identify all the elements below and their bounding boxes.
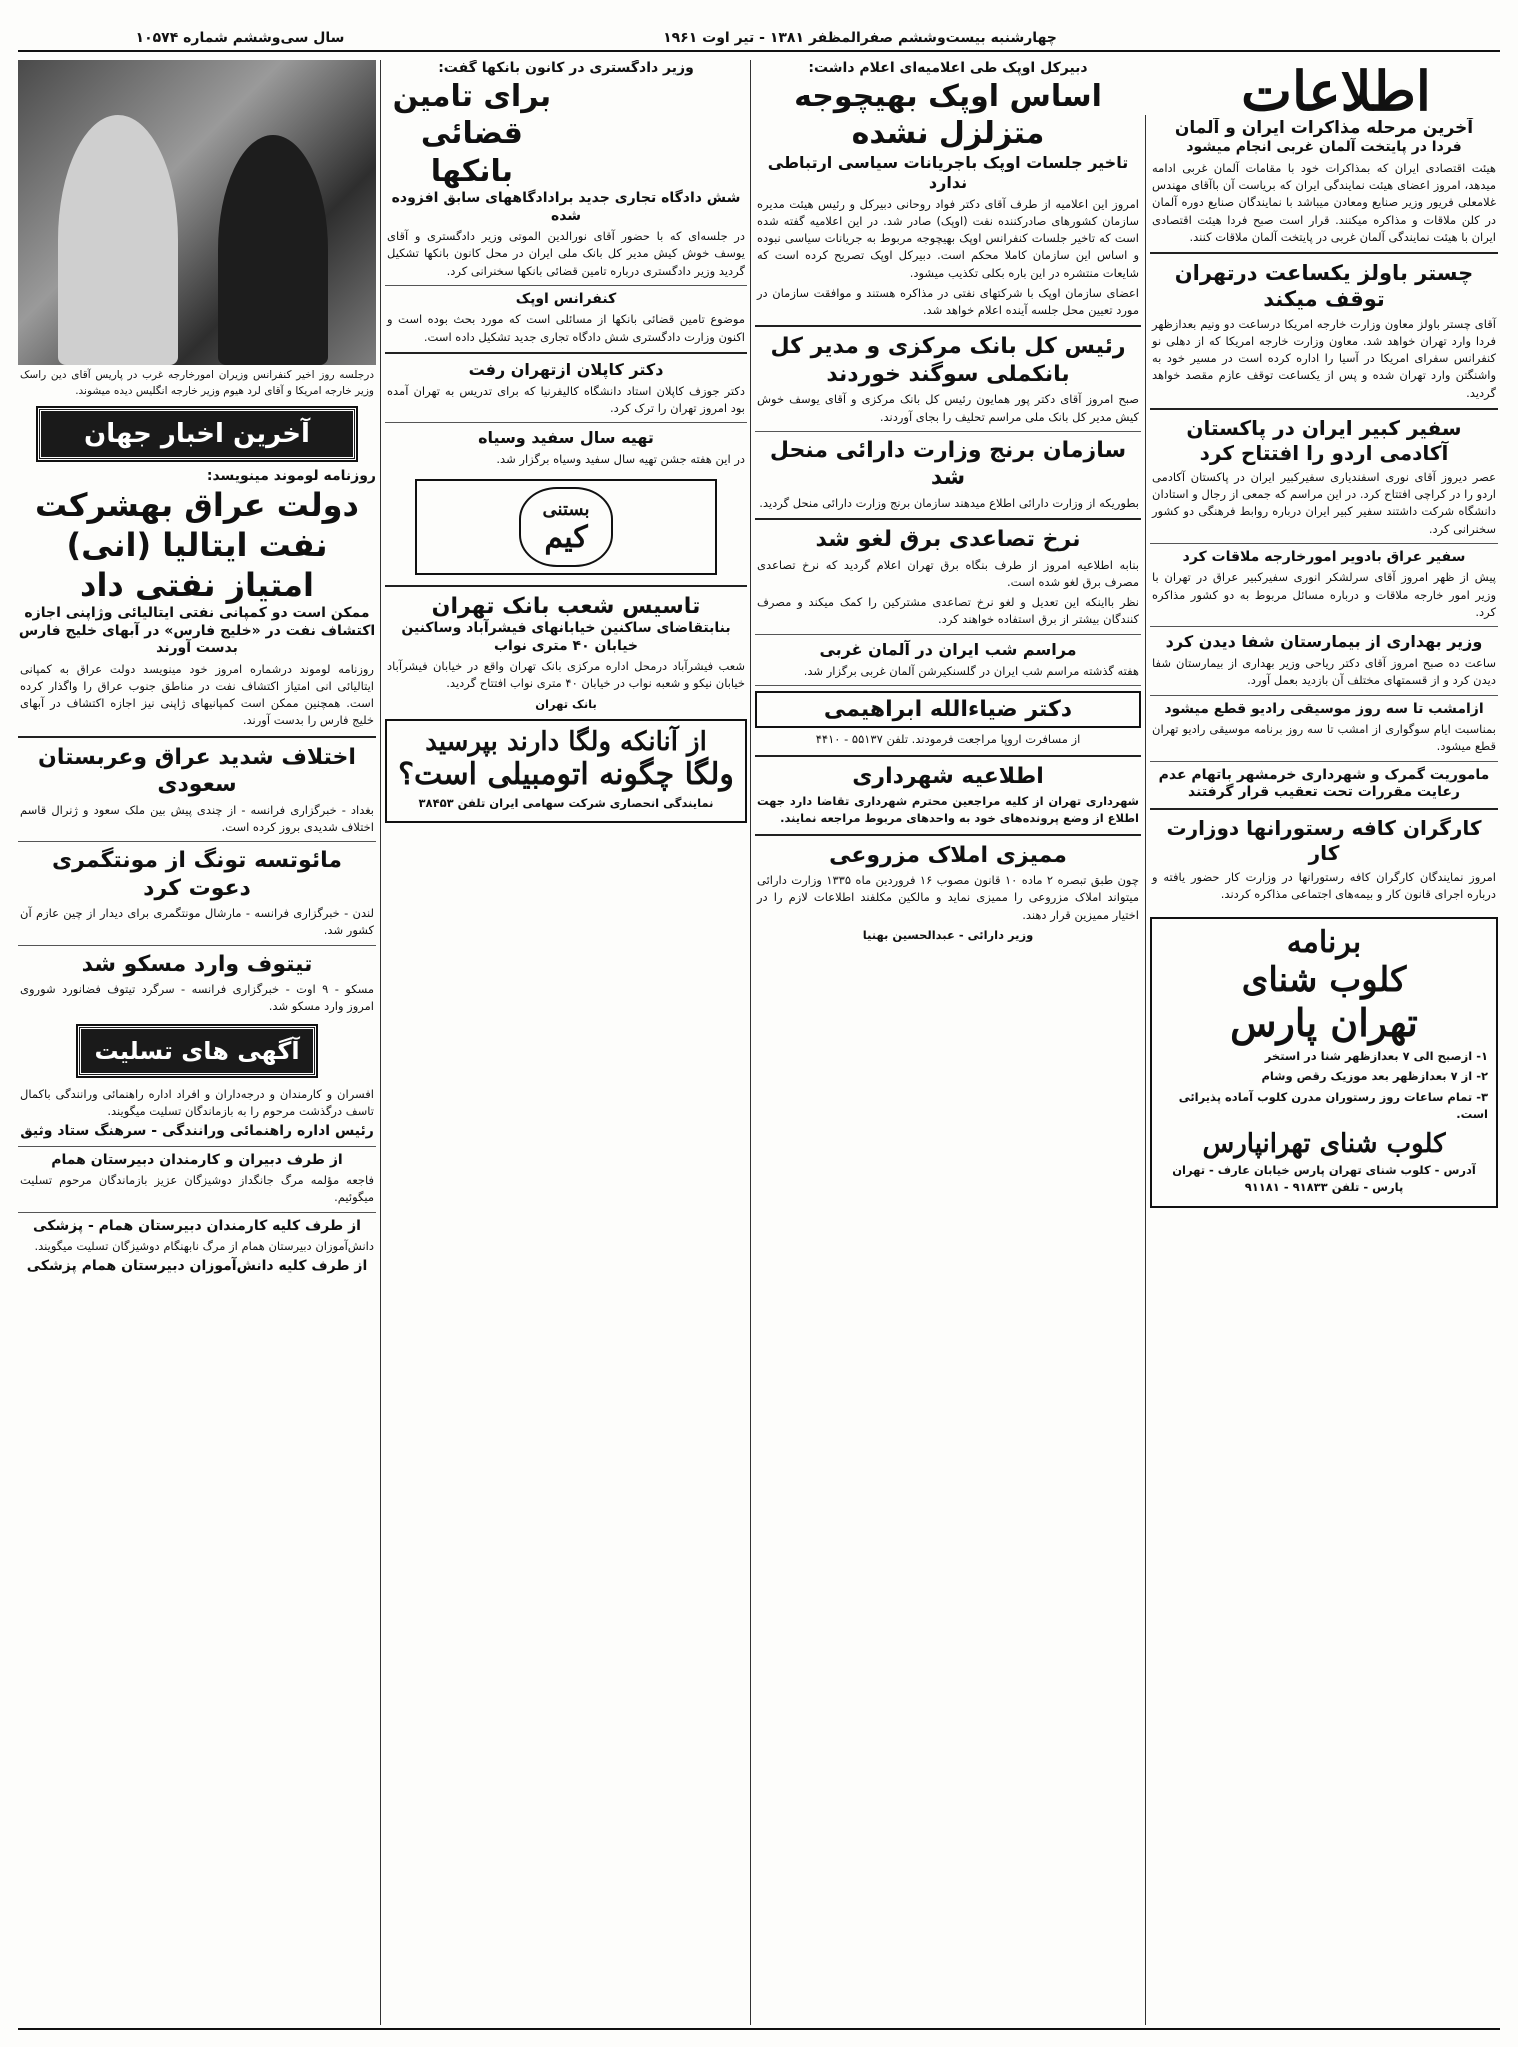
article-text: روزنامه لوموند درشماره امروز خود مینویسد دولت عراق به کمپانی ایتالیائی انی امتیاز اکتشاف نفت در مناطق جنوب عراق را واگذار کرده است. همچنین ممکن است کمپانیهای ژاپنی نیز اجازه اکتشاف در آبهای خلیج فارس را بدست آورند.	[20, 661, 374, 728]
headline: دولت عراق بهشرکت نفت ایتالیا (انی) امتیاز نفتی داد	[35, 486, 359, 604]
icecream-ad	[415, 479, 717, 575]
article-text: هفته گذشته مراسم شب ایران در گلسنکیرشن آلمان غربی برگزار شد.	[803, 663, 1139, 678]
headline: تهیه سال سفید وسیاه	[478, 428, 654, 448]
headline: سفیر کبیر ایران در پاکستان آکادمی اردو را افتتاح کرد	[1186, 415, 1462, 465]
article-text: شهرداری تهران از کلیه مراجعین محترم شهرداری تقاضا دارد جهت اطلاع از وضع پرونده‌های خود به واحدهای مربوط مراجعه نمایند.	[757, 794, 1139, 826]
article-text: دکتر جوزف کاپلان استاد دانشگاه کالیفرنیا که برای تدریس به تهران آمده بود امروز تهران را ترک کرد.	[387, 383, 745, 415]
headline: کارگران کافه رستورانها دوزارت کار	[1166, 815, 1482, 865]
headline: اطلاعیه شهرداری	[852, 763, 1044, 789]
article-text: مسکو - ۹ اوت - خبرگزاری فرانسه - سرگرد تیتوف فضانورد شوروی امروز وارد مسکو شد.	[20, 982, 374, 1014]
subheadline: فردا در پایتخت آلمان غربی انجام میشود	[1186, 139, 1462, 156]
article-text: بنابه اطلاعیه امروز از طرف بنگاه برق تهران اعلام گردید که نرخ تصاعدی مصرف برق لغو شده است.	[757, 557, 1139, 589]
signature: بانک تهران	[535, 696, 597, 711]
headline: سازمان برنج وزارت دارائی منحل شد	[769, 437, 1127, 491]
signature: وزیر دارائی - عبدالحسین بهنیا	[862, 927, 1034, 942]
article-text: صبح امروز آقای دکتر پور همایون رئیس کل بانک مرکزی و آقای یوسف خوش کیش مدیر کل بانک ملی مراسم تحلیف را بجای آوردند.	[757, 392, 1139, 424]
ad-brand: کیم	[544, 519, 588, 555]
headline: مائوتسه تونگ از مونتگمری دعوت کرد	[52, 848, 342, 901]
headline: وزیر بهداری از بیمارستان شفا دیدن کرد	[1165, 632, 1483, 651]
article-text: هیئت اقتصادی ایران که بمذاکرات خود با مقامات آلمان غربی ادامه میدهد، امروز اعضای هیئت نمایندگی ایران که بریاست آن باآقای مهندس غلامعلی فریور وزیر صنایع ومعادن میباشد با نمایندگان صنایع دوره آلمان در کلن ملاقات و مذاکره میکنند. قرار است صبح فردا هیئت اقتصادی ایران با هیئت نمایندگی آلمان غربی در پایتخت آلمان ملاقات کنند.	[1152, 160, 1496, 244]
headline: از طرف دبیران و کارمندان دبیرستان همام	[51, 1151, 343, 1168]
headline: تاسیس شعب بانک تهران	[431, 593, 701, 619]
column-center-right	[755, 60, 1141, 2025]
article-text: پیش از ظهر امروز آقای سرلشکر انوری سفیرکبیر عراق در تهران با وزیر امور خارجه ملاقات و درباره مسائل مربوط به دو کشور مذاکره کرد.	[1152, 570, 1496, 619]
article-text: لندن - خبرگزاری فرانسه - مارشال مونتگمری برای دیدار از چین عازم آن کشور شد.	[20, 906, 374, 938]
headline: دکتر ضیاءالله ابراهیمی	[755, 691, 1141, 729]
article-text: امروز این اعلامیه از طرف آقای دکتر فواد روحانی دبیرکل و رئیس هیئت مدیره سازمان کشورهای صادرکننده نفت (اوپک) صادر شد. در این اعلامیه گفته شده است که تاخیر جلسات کنفرانس اوپک بهیچوجه مربوط به جریانات سیاسی نبوده و اساس این سازمان کاملا محکم است. دبیرکل اوپک تصریح کرده است که شایعات منتشره در این باره بکلی تکذیب میشود.	[757, 196, 1139, 280]
volga-ad	[385, 719, 747, 823]
article-text: آقای چستر باولز معاون وزارت خارجه امریکا درساعت دو ونیم بعدازظهر فردا وارد تهران خواهد شد. معاون وزارت خارجه امریکا که از دهلی نو کنفرانس سفرای امریکا در آسیا را اداره کرده است در مسیر خود به واشنگتن وارد تهران شده و پس از یکساعت توقف عازم مقصد خواهد گردید.	[1152, 316, 1496, 400]
article-text: امروز نمایندگان کارگران کافه رستورانها در وزارت کار حضور یافته و درباره اجرای قانون کار و بیمه‌های اجتماعی مذاکره کردند.	[1152, 869, 1496, 901]
news-photo	[18, 60, 376, 365]
article-text: از مسافرت اروپا مراجعت فرمودند. تلفن ۵۵۱۳۷ - ۴۴۱۰	[815, 732, 1081, 747]
main-headline: اساس اوپک بهیچوجه متزلزل نشده	[794, 78, 1102, 151]
ad-line: ولگا چگونه اتومبیلی است؟	[398, 756, 734, 792]
article-text: بطوریکه از وزارت دارائی اطلاع میدهند سازمان برنج وزارت دارائی منحل گردید.	[759, 495, 1139, 510]
date-line: چهارشنبه بیست‌وششم صفرالمظفر ۱۳۸۱ - تیر اوت ۱۹۶۱	[663, 30, 1057, 46]
headline: مراسم شب ایران در آلمان غربی	[819, 639, 1077, 659]
headline: رئیس کل بانک مرکزی و مدیر کل بانکملی سوگند خوردند	[770, 334, 1126, 387]
headline: ممیزی املاک مزروعی	[829, 842, 1067, 868]
column-divider	[750, 60, 751, 2025]
issue-line: سال سی‌وششم شماره ۱۰۵۷۴	[135, 30, 345, 46]
kicker: روزنامه لوموند مینویسد:	[206, 467, 376, 484]
column-left	[18, 60, 376, 2025]
ad-footer: نمایندگی انحصاری شرکت سهامی ایران تلفن ۳۸۴۵۳	[418, 795, 714, 810]
article-text: بغداد - خبرگزاری فرانسه - از چندی پیش بین ملک سعود و ژنرال قاسم اختلاف شدیدی بروز کرده است.	[20, 802, 374, 834]
ad-item: ۳- تمام ساعات روز رستوران مدرن کلوب آماده پذیرائی است.	[1178, 1089, 1488, 1121]
article-text: در این هفته جشن تهیه سال سفید وسیاه برگزار شد.	[496, 452, 745, 467]
brand-logo	[519, 487, 614, 567]
column-center-left	[385, 60, 747, 2025]
masthead: اطلاعات	[1241, 59, 1431, 123]
ad-line: کلوب شنای	[1241, 960, 1407, 1000]
article-text: فاجعه مؤلمه مرگ جانگداز دوشیزگان عزیز بازماندگان مرحوم تسلیت میگوئیم.	[20, 1173, 374, 1205]
subheadline: تاخیر جلسات اوپک باجریانات سیاسی ارتباطی ندارد	[767, 152, 1129, 192]
article-text: ساعت ده صبح امروز آقای دکتر ریاحی وزیر بهداری از بیمارستان شفا دیدن کرد و از قسمتهای مختلف آن بازدید بعمل آورد.	[1152, 656, 1496, 688]
article-text: عصر دیروز آقای نوری اسفندیاری سفیرکبیر ایران در پاکستان آکادمی اردو را در کراچی افتتاح کرد. در این مراسم که جمعی از رجال و استادان دانشگاه شرکت داشتند سفیر کبیر ایران درباره روابط فرهنگی دو کشور سخنرانی کرد.	[1152, 469, 1496, 536]
article-text: چون طبق تبصره ۲ ماده ۱۰ قانون مصوب ۱۶ فروردین ماه ۱۳۳۵ وزارت دارائی میتواند املاک مزروعی را ممیزی نماید و مالکین مکلفند اطلاعات لازم را در اختیار ممیزین قرار دهند.	[757, 873, 1139, 922]
article-text: موضوع تامین قضائی بانکها از مسائلی است که مورد بحث بوده است و اکنون وزارت دادگستری شش دادگاه تجاری جدید تشکیل داده است.	[387, 312, 745, 344]
article-text: بمناسبت ایام سوگواری از امشب تا سه روز برنامه موسیقی رادیو تهران قطع میشود.	[1152, 722, 1496, 754]
ad-line: تهران پارس	[1230, 1000, 1418, 1045]
signature: از طرف کلیه دانش‌آموزان دبیرستان همام پزشکی	[26, 1258, 368, 1275]
ad-line: کلوب شنای تهرانپارس	[1202, 1129, 1446, 1159]
article-text: شعب فیشرآباد درمحل اداره مرکزی بانک تهران واقع در خیابان فیشرآباد خیابان نیکو و شعبه نواب در خیابان ۴۰ متری نواب افتتاح گردید.	[387, 659, 745, 691]
headline: نرخ تصاعدی برق لغو شد	[815, 527, 1081, 552]
headline: تیتوف وارد مسکو شد	[81, 951, 313, 977]
kicker: دبیرکل اوپک طی اعلامیه‌ای اعلام داشت:	[808, 60, 1088, 76]
ad-item: ۲- از ۷ بعدازظهر بعد موزیک رقص وشام	[1261, 1069, 1488, 1084]
bottom-rule	[18, 2028, 1500, 2030]
club-ad	[1150, 917, 1498, 1208]
ad-line: از آنانکه ولگا دارند بپرسید	[425, 726, 707, 757]
ad-title: برنامه	[1286, 925, 1362, 960]
headline: اختلاف شدید عراق وعربستان سعودی	[38, 744, 356, 797]
column-right	[1150, 118, 1498, 2028]
signature: رئیس اداره راهنمائی ورانندگی - سرهنگ ستاد وثیق	[20, 1123, 374, 1139]
article-text: در جلسه‌ای که با حضور آقای نورالدین الموتی وزیر دادگستری و آقای یوسف خوش کیش مدیر کل بانک ملی ایران در محل کانون بانکها تشکیل گردید وزیر دادگستری درباره تامین قضائی بانکها سخنرانی کرد.	[387, 229, 745, 278]
headline: از طرف کلیه کارمندان دبیرستان همام - پزشکی	[33, 1217, 361, 1234]
ad-address: آدرس - کلوب شنای تهران پارس خیابان عارف - تهران پارس - تلفن ۹۱۸۳۳ - ۹۱۱۸۱	[1172, 1163, 1476, 1195]
headline: دکتر کاپلان ازتهران رفت	[468, 359, 664, 379]
ad-brand: بستنی	[542, 498, 590, 520]
subheadline: بنابتقاضای ساکنین خیابانهای فیشرآباد وساکنین خیابان ۴۰ متری نواب	[401, 620, 731, 654]
article-text: دانش‌آموزان دبیرستان همام از مرگ نابهنگام دوشیزگان تسلیت میگویند.	[34, 1239, 374, 1253]
subheadline: ممکن است دو کمپانی نفتی ایتالیائی وژاپنی اجازه اکتشاف نفت در «خلیج فارس» در آبهای خلیج فارس بدست آورند	[18, 605, 376, 656]
ad-item: ۱- ازصبح الی ۷ بعدازظهر شنا در استخر	[1264, 1049, 1488, 1063]
article-text: افسران و کارمندان و درجه‌داران و افراد اداره راهنمائی ورانندگی باکمال تاسف درگذشت مرحوم را به بازماندگان تسلیت میگویند.	[20, 1086, 374, 1118]
condolence-banner: آگهی های تسلیت	[78, 1026, 316, 1076]
photo-caption: درجلسه روز اخیر کنفرانس وزیران امورخارجه غرب در پاریس آقای دین راسک وزیر خارجه امریکا و آقای لرد هیوم وزیر خارجه انگلیس دیده میشوند.	[20, 369, 374, 397]
headline: برای تامین قضائی بانکها	[392, 78, 552, 189]
headline: ازامشب تا سه روز موسیقی رادیو قطع میشود	[1164, 700, 1484, 717]
headline: سفیر عراق بادویر امورخارجه ملاقات کرد	[1182, 548, 1466, 565]
subheadline: شش دادگاه تجاری جدید برادادگاههای سابق افزوده شده	[391, 190, 741, 224]
article-text: نظر بااینکه این تعدیل و لغو نرخ تصاعدی مشترکین را کمک میکند و مصرف کنندگان بیشتر از برق استفاده خواهند کرد.	[757, 595, 1139, 627]
kicker: وزیر دادگستری در کانون بانکها گفت:	[438, 60, 694, 76]
column-divider	[1145, 115, 1146, 2025]
headline: کنفرانس اوپک	[515, 290, 617, 307]
headline: ماموریت گمرک و شهرداری خرمشهر باتهام عدم رعایت مقررات تحت تعقیب قرار گرفتند	[1158, 766, 1490, 800]
article-text: اعضای سازمان اوپک با شرکتهای نفتی در مذاکره هستند و موافقت سازمان در مورد تعیین محل جلسه آینده اعلام خواهد شد.	[757, 285, 1139, 317]
column-divider	[380, 60, 381, 2025]
section-banner: آخرین اخبار جهان	[38, 408, 356, 460]
headline: آخرین مرحله مذاکرات ایران و آلمان	[1174, 118, 1474, 138]
headline: چستر باولز یکساعت درتهران توقف میکند	[1174, 261, 1474, 312]
